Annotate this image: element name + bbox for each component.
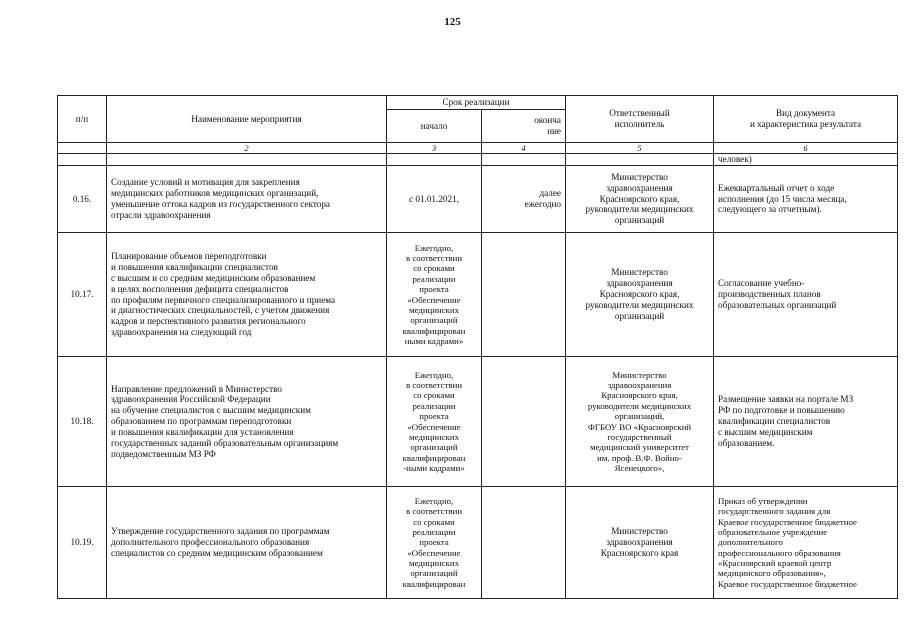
column-number: 5 (566, 143, 714, 154)
row-end (482, 233, 566, 357)
plan-table (57, 95, 898, 599)
row-start: Ежегодно, в соответствии со сроками реализации проекта «Обеспечение медицинских организаций квалифицирован -ными кадрами» (387, 357, 482, 487)
row-number: 0.16. (58, 166, 107, 233)
row-responsible: Министерство здравоохранения Красноярского края, руководители медицинских организаций, ФГБОУ ВО «Красноярский государственный медицинский университет им. проф. В.Ф. Войно- Ясенецкого», (566, 357, 714, 487)
column-number (58, 143, 107, 154)
row-start: Ежегодно, в соответствии со сроками реализации проекта «Обеспечение медицинских организаций квалифицирован (387, 487, 482, 599)
column-number: 4 (482, 143, 566, 154)
table-header-row (58, 96, 898, 110)
row-number: 10.18. (58, 357, 107, 487)
header-result: Вид документа и характеристика результата (714, 96, 898, 143)
row-number: 10.17. (58, 233, 107, 357)
header-end: оконча ние (482, 110, 566, 143)
row-responsible: Министерство здравоохранения Красноярского края, руководители медицинских организаций (566, 166, 714, 233)
row-end (482, 357, 566, 487)
row-result: Ежеквартальный отчет о ходе исполнения (до 15 числа месяца, следующего за отчетным). (714, 166, 898, 233)
header-num: п/п (58, 96, 107, 143)
row-name: Планирование объемов переподготовки и повышения квалификации специалистов с высшим и со средним медицинским образованием в целях восполнения дефицита специалистов по профилям первичного специализированного и приема и диагностических специальностей, с учетом движения кадров и перспективного развития регионального здравоохранения на следующий год (107, 233, 387, 357)
header-term: Срок реализации (387, 96, 566, 110)
row-number: 10.19. (58, 487, 107, 599)
continuation-row (58, 154, 898, 166)
table-row (58, 487, 898, 599)
table-row (58, 357, 898, 487)
row-start: с 01.01.2021, (387, 166, 482, 233)
header-name: Наименование мероприятия (107, 96, 387, 143)
row-result: Размещение заявки на портале МЗ РФ по подготовке и повышению квалификации специалистов с высшим медицинским образованием. (714, 357, 898, 487)
row-start: Ежегодно, в соответствии со сроками реализации проекта «Обеспечение медицинских организаций квалифицирован ными кадрами» (387, 233, 482, 357)
table-row (58, 166, 898, 233)
row-name: Утверждение государственного задания по программам дополнительного профессионального образования специалистов со средним медицинским образованием (107, 487, 387, 599)
row-responsible: Министерство здравоохранения Красноярского края (566, 487, 714, 599)
column-number: 6 (714, 143, 898, 154)
row-result: Приказ об утверждении государственного задания для Краевое государственное бюджетное образовательное учреждение дополнительного профессионального образования «Красноярский краевой центр медицинского образования», Краевое государственное бюджетное (714, 487, 898, 599)
continuation-text: человек) (714, 154, 898, 166)
row-responsible: Министерство здравоохранения Красноярского края, руководители медицинских организаций (566, 233, 714, 357)
row-end: далее ежегодно (482, 166, 566, 233)
column-number-row (58, 143, 898, 154)
column-number: 3 (387, 143, 482, 154)
row-name: Направление предложений в Министерство здравоохранения Российской Федерации на обучение специалистов с высшим медицинским образованием по программам переподготовки и повышения квалификации для установления государственных заданий образовательным организациям подведомственным МЗ РФ (107, 357, 387, 487)
row-end (482, 487, 566, 599)
table-row (58, 233, 898, 357)
header-start: начало (387, 110, 482, 143)
header-responsible: Ответственный исполнитель (566, 96, 714, 143)
column-number: 2 (107, 143, 387, 154)
page-number: 125 (444, 16, 461, 28)
row-name: Создание условий и мотивация для закрепления медицинских работников медицинских организаций, уменьшение оттока кадров из государственного сектора отрасли здравоохранения (107, 166, 387, 233)
row-result: Согласование учебно- производственных планов образовательных организаций (714, 233, 898, 357)
